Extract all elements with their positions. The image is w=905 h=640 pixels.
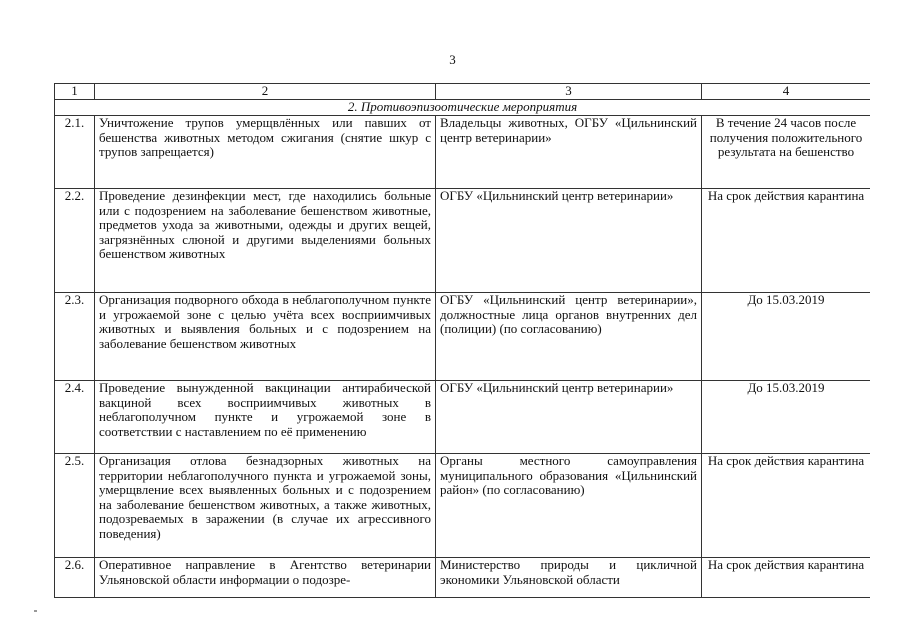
row-responsible: ОГБУ «Цильнинский центр ветеринарии» xyxy=(436,381,702,454)
row-action: Организация подворного обхода в неблагополучном пункте и угрожаемой зоне с целью учёта всех восприимчивых животных и выявления больных и с подозрением на заболевание бешенством животных xyxy=(95,293,436,381)
row-number: 2.5. xyxy=(55,454,95,558)
section-title: 2. Противоэпизоотические мероприятия xyxy=(55,100,871,116)
row-deadline: В течение 24 часов после получения положительного результата на бешенство xyxy=(702,116,871,189)
table-row xyxy=(55,381,871,454)
section-title-row xyxy=(55,100,871,116)
row-deadline: На срок действия карантина xyxy=(702,189,871,293)
table-row xyxy=(55,189,871,293)
page-number: 3 xyxy=(449,52,456,67)
row-deadline: До 15.03.2019 xyxy=(702,381,871,454)
row-responsible: Министерство природы и цикличной экономики Ульяновской области xyxy=(436,558,702,598)
row-responsible: ОГБУ «Цильнинский центр ветеринарии» xyxy=(436,189,702,293)
row-deadline: До 15.03.2019 xyxy=(702,293,871,381)
row-action: Организация отлова безнадзорных животных на территории неблагополучного пункта и угрожаемой зоны, умерщвление всех выявленных больных и с подозрением на заболевание бешенством животных, а также животных, подозреваемых в заражении (в случае их агрессивного поведения) xyxy=(95,454,436,558)
table-row xyxy=(55,293,871,381)
row-number: 2.4. xyxy=(55,381,95,454)
row-number: 2.6. xyxy=(55,558,95,598)
scan-mark xyxy=(34,610,37,612)
table-row xyxy=(55,116,871,189)
row-number: 2.3. xyxy=(55,293,95,381)
header-cell-responsible: 3 xyxy=(436,84,702,100)
row-action: Уничтожение трупов умерщвлённых или павших от бешенства животных методом сжигания (снятие шкур с трупов запрещается) xyxy=(95,116,436,189)
row-responsible: Владельцы животных, ОГБУ «Цильнинский центр ветеринарии» xyxy=(436,116,702,189)
row-deadline: На срок действия карантина xyxy=(702,558,871,598)
header-cell-number: 1 xyxy=(55,84,95,100)
measures-table xyxy=(54,83,870,598)
row-action: Проведение дезинфекции мест, где находились больные или с подозрением на заболевание бешенством животные, предметов ухода за животными, одежды и других вещей, загрязнённых слюной и другими выделениями больных бешенством животных xyxy=(95,189,436,293)
row-number: 2.2. xyxy=(55,189,95,293)
header-cell-deadline: 4 xyxy=(702,84,871,100)
table-row xyxy=(55,454,871,558)
row-action: Оперативное направление в Агентство ветеринарии Ульяновской области информации о подозре- xyxy=(95,558,436,598)
row-responsible: Органы местного самоуправления муниципального образования «Цильнинский район» (по согласованию) xyxy=(436,454,702,558)
row-responsible: ОГБУ «Цильнинский центр ветеринарии», должностные лица органов внутренних дел (полиции) (по согласованию) xyxy=(436,293,702,381)
row-action: Проведение вынужденной вакцинации антирабической вакциной всех восприимчивых животных в неблагополучном пункте и угрожаемой зоне в соответствии с наставлением по её применению xyxy=(95,381,436,454)
measures-table-container xyxy=(54,83,870,640)
row-number: 2.1. xyxy=(55,116,95,189)
row-deadline: На срок действия карантина xyxy=(702,454,871,558)
table-header-row xyxy=(55,84,871,100)
header-cell-action: 2 xyxy=(95,84,436,100)
table-row xyxy=(55,558,871,598)
